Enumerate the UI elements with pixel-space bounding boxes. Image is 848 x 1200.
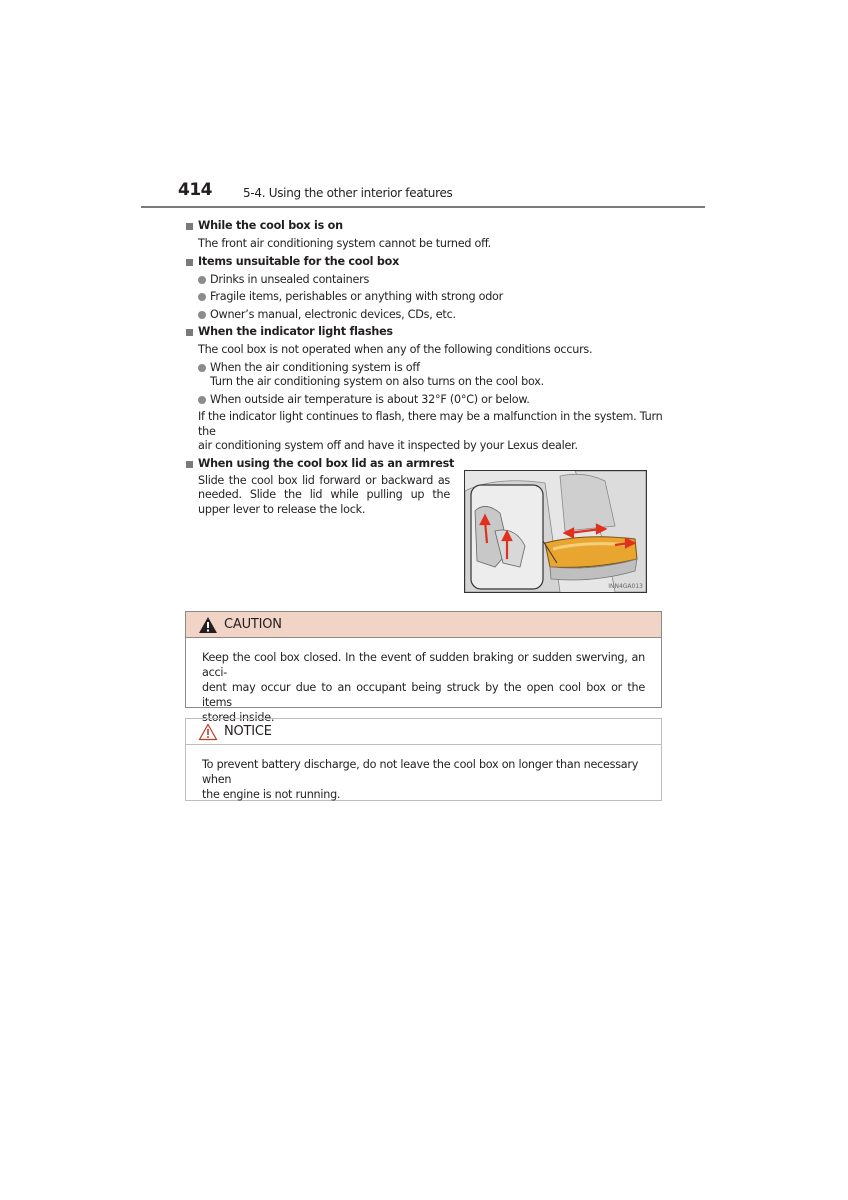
caution-header bbox=[186, 612, 661, 638]
round-bullet-icon bbox=[198, 276, 206, 284]
heading-text: When the indicator light flashes bbox=[198, 325, 393, 339]
paragraph-line: If the indicator light continues to flash, there may be a malfunction in the system. Turn the bbox=[198, 410, 663, 438]
square-bullet-icon bbox=[186, 461, 193, 468]
armrest-illustration bbox=[464, 470, 647, 593]
heading-text: While the cool box is on bbox=[198, 219, 343, 233]
list-item-text: Fragile items, perishables or anything with strong odor bbox=[210, 290, 503, 303]
caution-title: CAUTION bbox=[224, 617, 282, 632]
notice-box bbox=[185, 718, 662, 801]
list-item bbox=[186, 273, 664, 288]
notice-line: To prevent battery discharge, do not leave the cool box on longer than necessary when bbox=[202, 758, 639, 786]
caution-line: dent may occur due to an occupant being struck by the open cool box or the items bbox=[202, 681, 645, 709]
section-heading-indicator bbox=[186, 325, 664, 340]
paragraph-line: air conditioning system off and have it inspected by your Lexus dealer. bbox=[198, 439, 578, 452]
square-bullet-icon bbox=[186, 259, 193, 266]
notice-title: NOTICE bbox=[224, 724, 272, 739]
paragraph: The cool box is not operated when any of the following conditions occurs. bbox=[198, 343, 593, 356]
list-item bbox=[186, 308, 664, 323]
armrest-drawing bbox=[465, 471, 646, 592]
square-bullet-icon bbox=[186, 329, 193, 336]
chapter-title: 5-4. Using the other interior features bbox=[243, 186, 453, 200]
warning-triangle-outline-icon bbox=[198, 723, 218, 741]
page-header bbox=[0, 0, 848, 210]
heading-text: When using the cool box lid as an armrest bbox=[198, 456, 455, 470]
list-item-text: Owner’s manual, electronic devices, CDs, etc. bbox=[210, 307, 456, 321]
section-heading-unsuitable bbox=[186, 255, 664, 270]
round-bullet-icon bbox=[198, 293, 206, 301]
list-item bbox=[186, 290, 664, 305]
list-item bbox=[186, 393, 664, 408]
round-bullet-icon bbox=[198, 364, 206, 372]
notice-line: the engine is not running. bbox=[202, 788, 341, 801]
list-item bbox=[186, 361, 664, 376]
caution-box bbox=[185, 611, 662, 724]
list-item-text: When outside air temperature is about 32°F (0°C) or below. bbox=[210, 392, 530, 406]
list-item-text: Drinks in unsealed containers bbox=[210, 272, 370, 286]
figure-code: INN4GA013 bbox=[608, 583, 643, 590]
warning-triangle-icon bbox=[198, 616, 218, 634]
caution-text bbox=[186, 638, 661, 725]
square-bullet-icon bbox=[186, 223, 193, 230]
page-number: 414 bbox=[178, 180, 212, 200]
caution-line: Keep the cool box closed. In the event of sudden braking or sudden swerving, an acci- bbox=[202, 651, 645, 679]
list-item-note: Turn the air conditioning system on also turns on the cool box. bbox=[210, 375, 544, 388]
section-heading-cool-box-on bbox=[186, 219, 664, 234]
round-bullet-icon bbox=[198, 396, 206, 404]
header-divider bbox=[141, 206, 705, 208]
list-item-text: When the air conditioning system is off bbox=[210, 360, 420, 374]
heading-text: Items unsuitable for the cool box bbox=[198, 254, 400, 268]
notice-header bbox=[186, 719, 661, 745]
notice-text bbox=[186, 745, 661, 802]
round-bullet-icon bbox=[198, 311, 206, 319]
caution-line: stored inside. bbox=[202, 711, 275, 724]
paragraph: The front air conditioning system cannot be turned off. bbox=[198, 237, 491, 250]
paragraph: Slide the cool box lid forward or backward as needed. Slide the lid while pulling up the upper lever to release the lock. bbox=[198, 473, 450, 516]
